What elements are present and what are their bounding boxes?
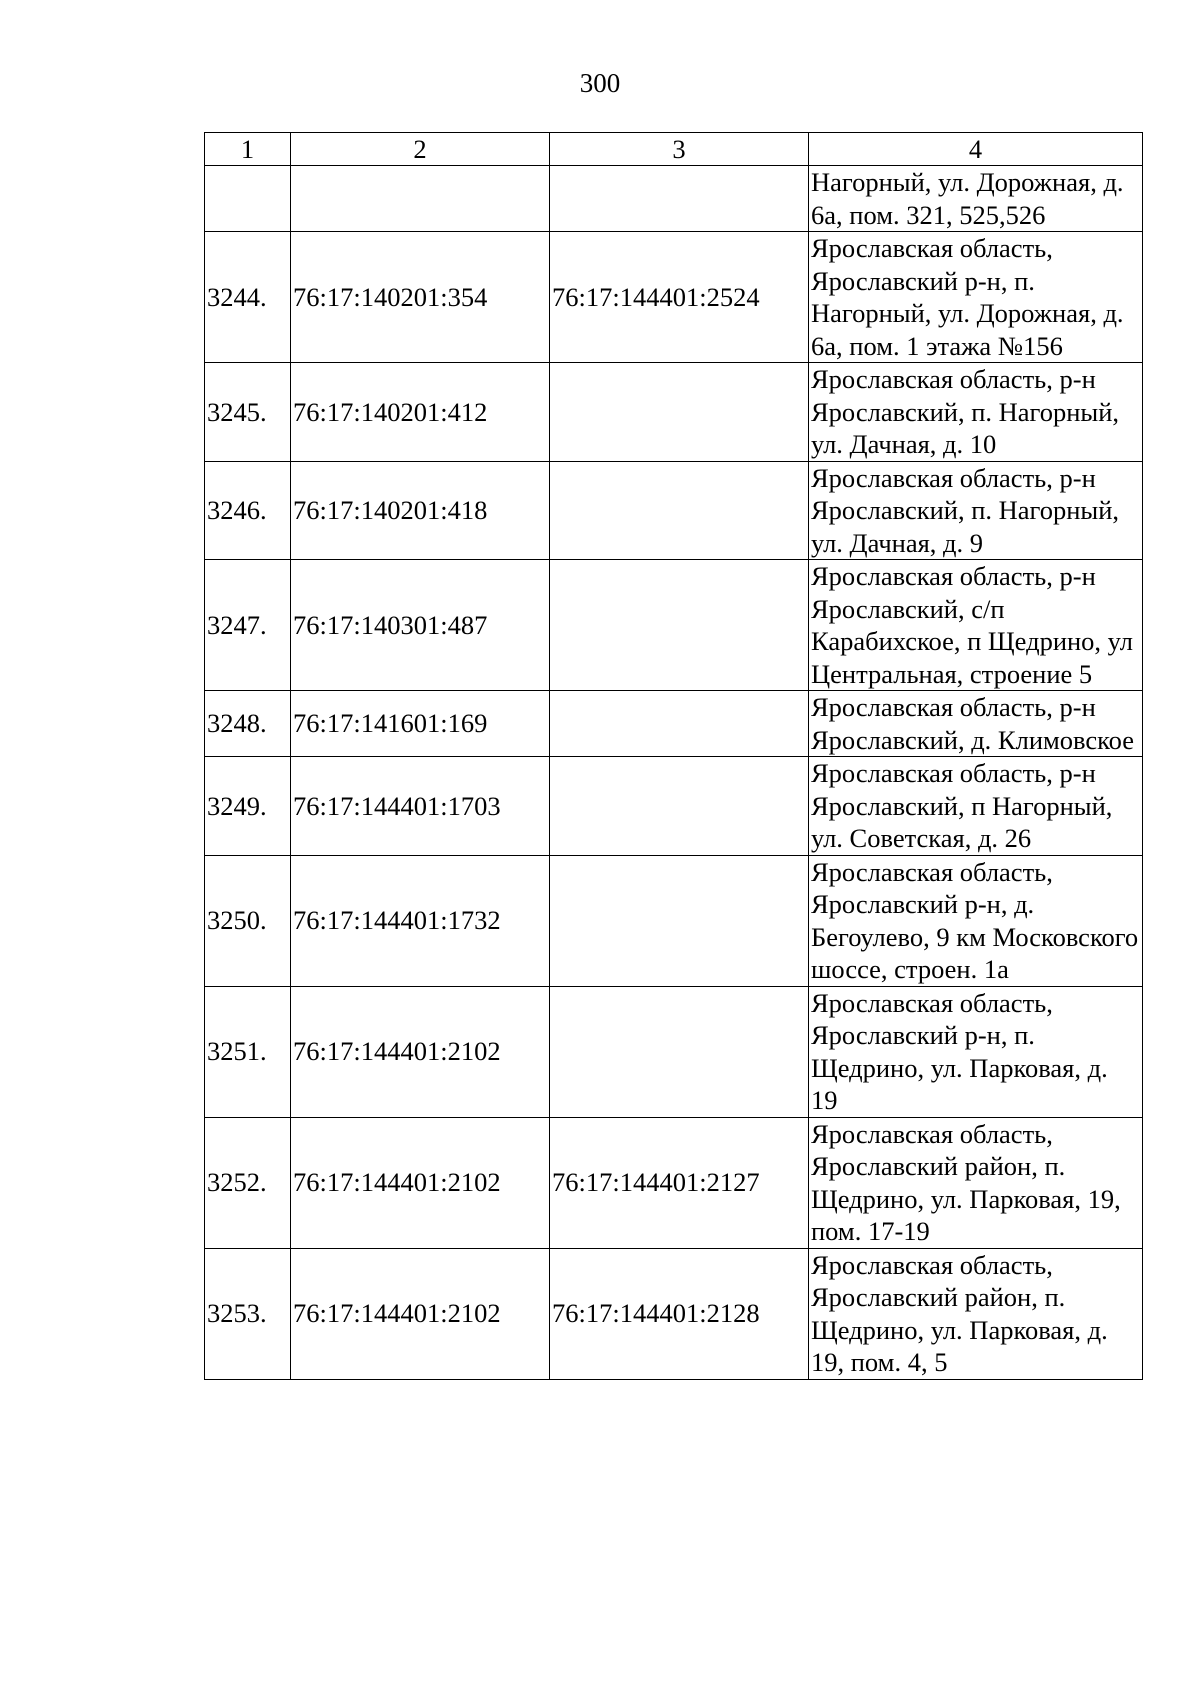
cadastral-number [291,166,550,232]
row-number: 3244. [205,232,291,363]
premises-cadastral-number [550,461,809,560]
column-header-4: 4 [809,133,1143,166]
premises-cadastral-number [550,855,809,986]
row-number: 3245. [205,363,291,462]
address: Ярославская область, р-н Ярославский, д. Климовское [809,691,1143,757]
premises-cadastral-number: 76:17:144401:2524 [550,232,809,363]
premises-cadastral-number [550,560,809,691]
table-row [205,757,1143,856]
address: Ярославская область, Ярославский р-н, п. Щедрино, ул. Парковая, д. 19 [809,986,1143,1117]
cadastral-number: 76:17:144401:1732 [291,855,550,986]
column-header-3: 3 [550,133,809,166]
premises-cadastral-number [550,363,809,462]
cadastral-number: 76:17:144401:2102 [291,986,550,1117]
address: Ярославская область, р-н Ярославский, п. Нагорный, ул. Дачная, д. 9 [809,461,1143,560]
table-row [205,855,1143,986]
column-header-2: 2 [291,133,550,166]
table-row [205,232,1143,363]
cadastral-number: 76:17:144401:2102 [291,1248,550,1379]
premises-cadastral-number [550,757,809,856]
table-row [205,461,1143,560]
premises-cadastral-number [550,691,809,757]
cadastral-number: 76:17:141601:169 [291,691,550,757]
row-number: 3250. [205,855,291,986]
premises-cadastral-number: 76:17:144401:2127 [550,1117,809,1248]
cadastral-number: 76:17:140201:354 [291,232,550,363]
address: Ярославская область, р-н Ярославский, п. Нагорный, ул. Дачная, д. 10 [809,363,1143,462]
address: Ярославская область, Ярославский р-н, д. Бегоулево, 9 км Московского шоссе, строен. 1а [809,855,1143,986]
address: Нагорный, ул. Дорожная, д. 6а, пом. 321, 525,526 [809,166,1143,232]
row-number: 3249. [205,757,291,856]
row-number: 3251. [205,986,291,1117]
cadastral-number: 76:17:144401:1703 [291,757,550,856]
header-row [205,133,1143,166]
registry-table [204,132,1143,1380]
premises-cadastral-number: 76:17:144401:2128 [550,1248,809,1379]
table-row [205,986,1143,1117]
table-row [205,1117,1143,1248]
table-row [205,1248,1143,1379]
table-row [205,560,1143,691]
premises-cadastral-number [550,166,809,232]
row-number: 3252. [205,1117,291,1248]
cadastral-number: 76:17:144401:2102 [291,1117,550,1248]
cadastral-number: 76:17:140301:487 [291,560,550,691]
row-number [205,166,291,232]
table-row [205,363,1143,462]
address: Ярославская область, Ярославский р-н, п. Нагорный, ул. Дорожная, д. 6а, пом. 1 этажа №156 [809,232,1143,363]
table-row [205,691,1143,757]
row-number: 3247. [205,560,291,691]
address: Ярославская область, р-н Ярославский, с/п Карабихское, п Щедрино, ул Центральная, строение 5 [809,560,1143,691]
address: Ярославская область, Ярославский район, п. Щедрино, ул. Парковая, д. 19, пом. 4, 5 [809,1248,1143,1379]
page-number: 300 [579,68,621,98]
row-number: 3246. [205,461,291,560]
address: Ярославская область, Ярославский район, п. Щедрино, ул. Парковая, 19, пом. 17-19 [809,1117,1143,1248]
address: Ярославская область, р-н Ярославский, п Нагорный, ул. Советская, д. 26 [809,757,1143,856]
row-number: 3253. [205,1248,291,1379]
column-header-1: 1 [205,133,291,166]
cadastral-number: 76:17:140201:418 [291,461,550,560]
cadastral-number: 76:17:140201:412 [291,363,550,462]
table-row [205,166,1143,232]
premises-cadastral-number [550,986,809,1117]
row-number: 3248. [205,691,291,757]
